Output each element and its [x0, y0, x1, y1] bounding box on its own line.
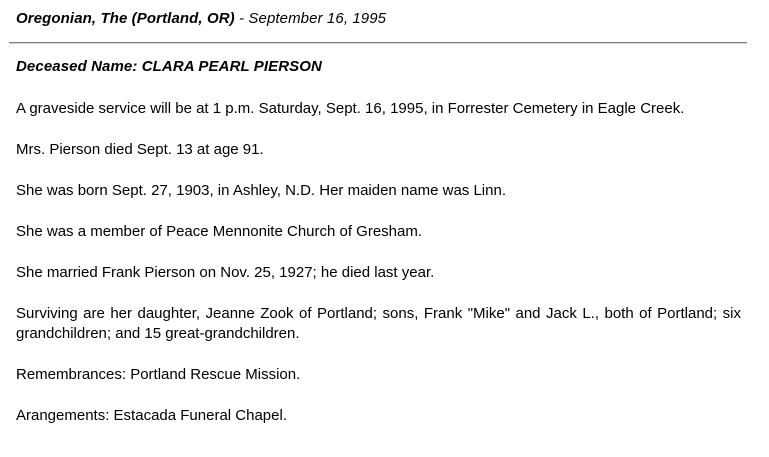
paragraph-survivors: Surviving are her daughter, Jeanne Zook of Portland; sons, Frank "Mike" and Jack L., both of Portland; six grandchildren; and 15 great-grandchildren.	[16, 305, 741, 342]
paragraph-marriage: She married Frank Pierson on Nov. 25, 1927; he died last year.	[16, 264, 435, 281]
newspaper-source: Oregonian, The (Portland, OR)	[16, 10, 235, 27]
article-header	[16, 10, 386, 27]
header-separator: -	[234, 10, 249, 27]
paragraph-service: A graveside service will be at 1 p.m. Saturday, Sept. 16, 1995, in Forrester Cemetery in Eagle Creek.	[16, 100, 685, 117]
header-divider	[9, 42, 747, 44]
paragraph-death: Mrs. Pierson died Sept. 13 at age 91.	[16, 141, 264, 158]
paragraph-birth: She was born Sept. 27, 1903, in Ashley, N.D. Her maiden name was Linn.	[16, 182, 506, 199]
paragraph-arrangements: Arangements: Estacada Funeral Chapel.	[16, 407, 287, 424]
paragraph-remembrances: Remembrances: Portland Rescue Mission.	[16, 366, 301, 383]
publication-date: September 16, 1995	[248, 10, 387, 27]
deceased-name: Deceased Name: CLARA PEARL PIERSON	[16, 58, 322, 75]
obituary-body	[16, 99, 741, 447]
paragraph-church: She was a member of Peace Mennonite Church of Gresham.	[16, 223, 423, 240]
